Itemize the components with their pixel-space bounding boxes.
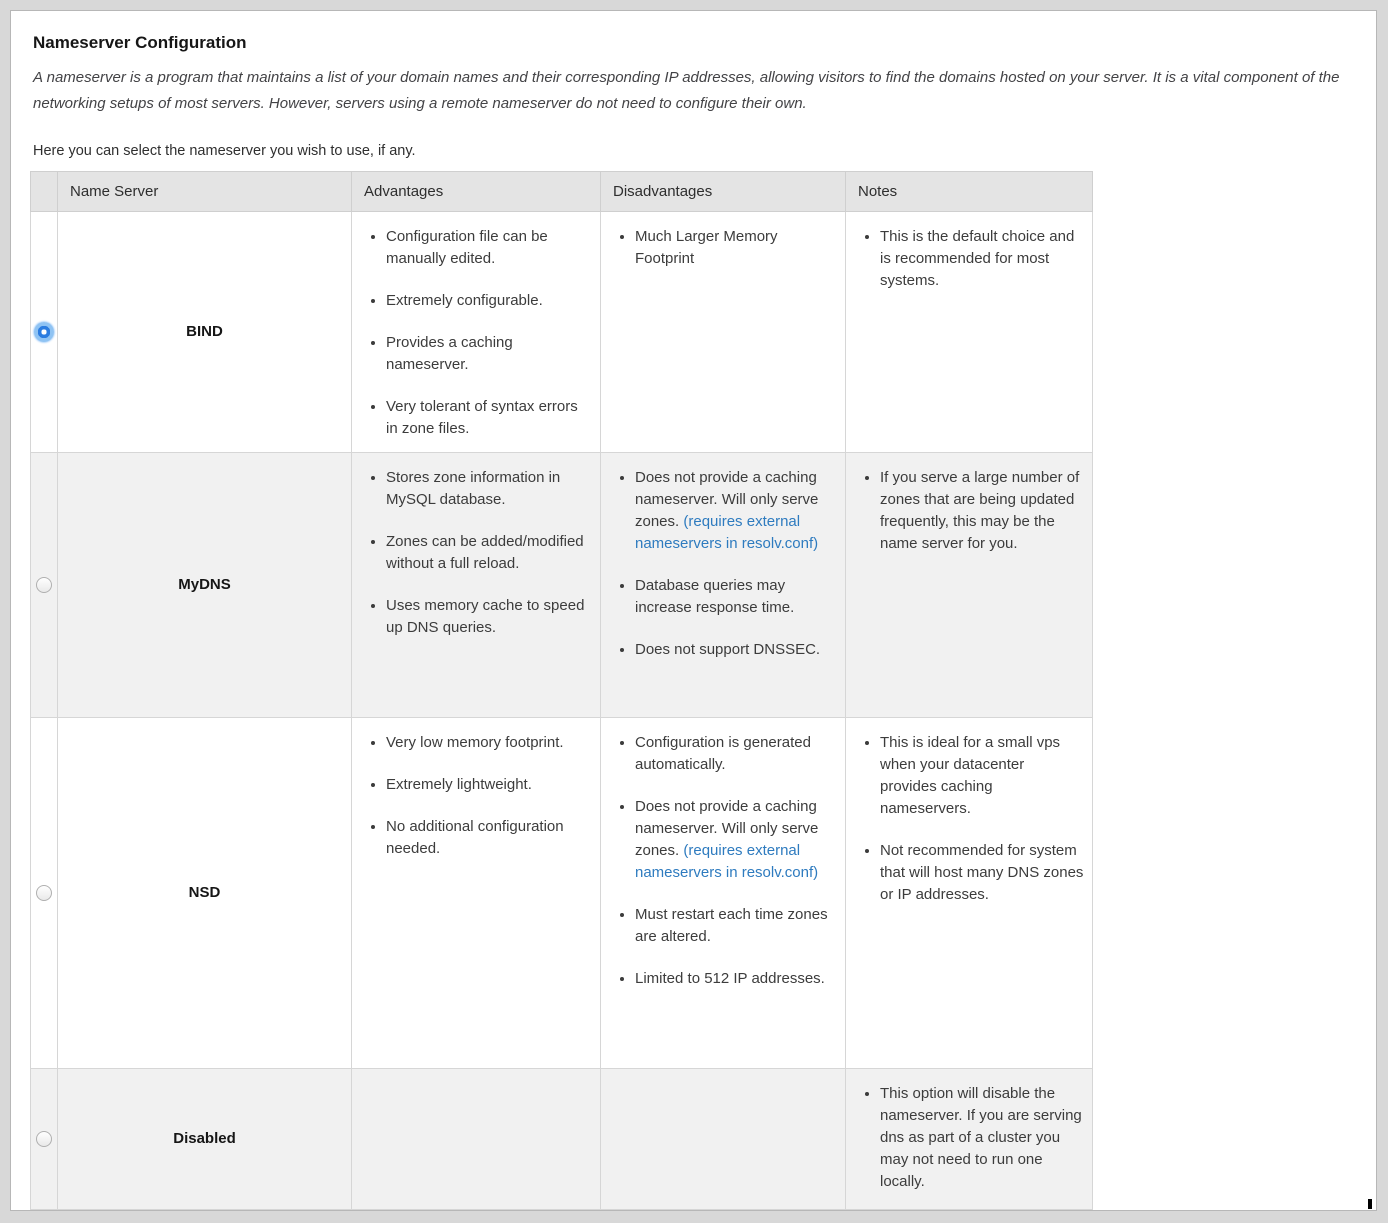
page-title: Nameserver Configuration (33, 33, 247, 52)
advantages-item: • Provides a caching nameserver. (386, 332, 592, 376)
disadvantages-cell (601, 453, 846, 718)
disadvantages-item: • Must restart each time zones are altered. (635, 904, 837, 948)
advantages-column-header: Advantages (352, 172, 601, 212)
advantages-cell (352, 718, 601, 1069)
advantages-item: • Extremely lightweight. (386, 774, 592, 796)
notes-item: • This is the default choice and is recommended for most systems. (880, 226, 1084, 292)
notes-list (854, 732, 1084, 906)
select-column-header (31, 172, 58, 212)
advantages-list (360, 226, 592, 440)
notes-cell (846, 718, 1093, 1069)
notes-list (854, 467, 1084, 555)
nameserver-name: BIND (58, 212, 352, 453)
notes-list (854, 226, 1084, 292)
table-row-nsd (31, 718, 1093, 1069)
notes-column-header: Notes (846, 172, 1093, 212)
advantages-list (360, 732, 592, 860)
radio-cell (31, 1069, 58, 1210)
radio-bind[interactable] (34, 322, 54, 342)
advantages-item: • Configuration file can be manually edited. (386, 226, 592, 270)
disadvantages-item: • Does not support DNSSEC. (635, 639, 837, 661)
advantages-cell (352, 1069, 601, 1210)
advantages-item: • Uses memory cache to speed up DNS queries. (386, 595, 592, 639)
advantages-item: • No additional configuration needed. (386, 816, 592, 860)
radio-mydns[interactable] (36, 577, 52, 593)
advantages-list (360, 467, 592, 639)
table-row-bind (31, 212, 1093, 453)
notes-cell (846, 1069, 1093, 1210)
notes-item: • This is ideal for a small vps when your datacenter provides caching nameservers. (880, 732, 1084, 820)
radio-disabled[interactable] (36, 1131, 52, 1147)
name-server-column-header: Name Server (58, 172, 352, 212)
mouse-cursor (1368, 1199, 1372, 1209)
nameserver-name: NSD (58, 718, 352, 1069)
selection-instruction: Here you can select the nameserver you wish to use, if any. (33, 143, 416, 159)
nameserver-description: A nameserver is a program that maintains a list of your domain names and their corresponding IP addresses, allowing visitors to find the domains hosted on your server. It is a vital component of the networking setups of most servers. However, servers using a remote nameserver do not need to configure their own. (33, 69, 1340, 112)
notes-cell (846, 212, 1093, 453)
disadvantages-list (609, 732, 837, 990)
disadvantages-item: • Database queries may increase response time. (635, 575, 837, 619)
disadvantages-column-header: Disadvantages (601, 172, 846, 212)
notes-item: • If you serve a large number of zones that are being updated frequently, this may be the name server for you. (880, 467, 1084, 555)
table-row-mydns (31, 453, 1093, 718)
disadvantages-cell (601, 212, 846, 453)
radio-nsd[interactable] (36, 885, 52, 901)
resolv-conf-link[interactable]: (requires external nameservers in resolv.conf) (635, 513, 819, 552)
radio-cell (31, 718, 58, 1069)
disadvantages-item: • Does not provide a caching nameserver. Will only serve zones. (requires external nameservers in resolv.conf) (635, 796, 837, 884)
advantages-item: • Very low memory footprint. (386, 732, 592, 754)
disadvantages-cell (601, 1069, 846, 1210)
nameserver-table (30, 171, 1093, 1210)
advantages-item: • Extremely configurable. (386, 290, 592, 312)
advantages-item: • Zones can be added/modified without a full reload. (386, 531, 592, 575)
disadvantages-list (609, 226, 837, 270)
notes-item: • Not recommended for system that will host many DNS zones or IP addresses. (880, 840, 1084, 906)
disadvantages-cell (601, 718, 846, 1069)
advantages-cell (352, 453, 601, 718)
notes-list (854, 1083, 1084, 1193)
radio-cell (31, 453, 58, 718)
disadvantages-list (609, 467, 837, 661)
advantages-item: • Stores zone information in MySQL database. (386, 467, 592, 511)
resolv-conf-link[interactable]: (requires external nameservers in resolv.conf) (635, 842, 819, 881)
nameserver-configuration-panel (10, 10, 1377, 1211)
advantages-cell (352, 212, 601, 453)
nameserver-name: MyDNS (58, 453, 352, 718)
notes-item: • This option will disable the nameserver. If you are serving dns as part of a cluster you may not need to run one locally. (880, 1083, 1084, 1193)
table-row-disabled (31, 1069, 1093, 1210)
radio-cell (31, 212, 58, 453)
nameserver-name: Disabled (58, 1069, 352, 1210)
advantages-item: • Very tolerant of syntax errors in zone files. (386, 396, 592, 440)
disadvantages-item: • Much Larger Memory Footprint (635, 226, 837, 270)
disadvantages-item: • Does not provide a caching nameserver. Will only serve zones. (requires external nameservers in resolv.conf) (635, 467, 837, 555)
disadvantages-item: • Limited to 512 IP addresses. (635, 968, 837, 990)
table-header-row (31, 172, 1093, 212)
disadvantages-item: • Configuration is generated automatically. (635, 732, 837, 776)
notes-cell (846, 453, 1093, 718)
